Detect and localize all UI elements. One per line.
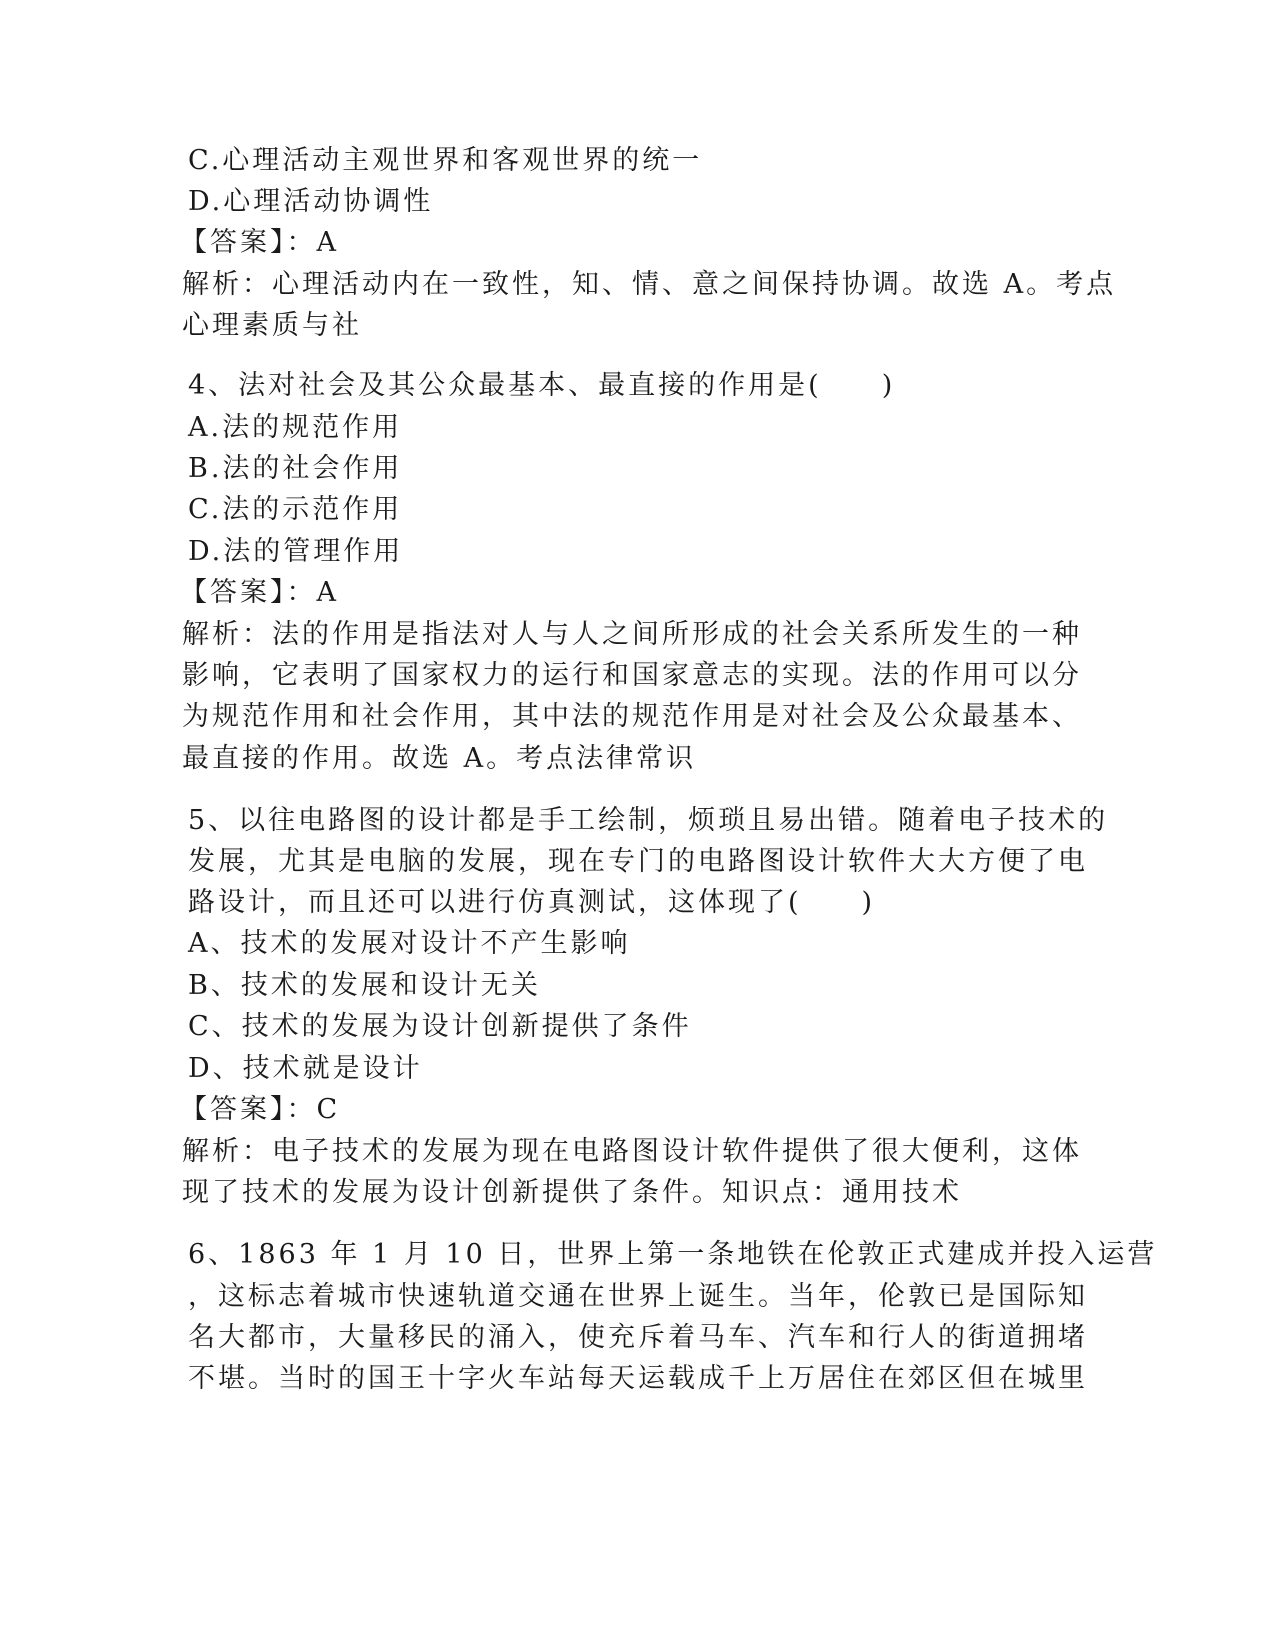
q4-option-a: A.法的规范作用 xyxy=(188,412,403,443)
q5-question-line: 5、以往电路图的设计都是手工绘制，烦琐且易出错。随着电子技术的 xyxy=(188,805,1109,836)
q3-analysis-line: 心理素质与社 xyxy=(182,310,362,341)
q3-option-d: D.心理活动协调性 xyxy=(188,186,434,217)
q4-analysis-line: 影响，它表明了国家权力的运行和国家意志的实现。法的作用可以分 xyxy=(182,660,1082,691)
q6-question-line: 名大都市，大量移民的涌入，使充斥着马车、汽车和行人的街道拥堵 xyxy=(188,1322,1088,1353)
q4-option-b: B.法的社会作用 xyxy=(188,453,403,484)
q5-answer: 【答案】：C xyxy=(180,1094,341,1125)
q5-option-c: C、技术的发展为设计创新提供了条件 xyxy=(188,1011,692,1042)
q6-question-line: 6、1863 年 1 月 10 日，世界上第一条地铁在伦敦正式建成并投入运营 xyxy=(188,1239,1158,1270)
q5-question-line: 发展，尤其是电脑的发展，现在专门的电路图设计软件大大方便了电 xyxy=(188,846,1088,877)
q4-analysis-line: 解析：法的作用是指法对人与人之间所形成的社会关系所发生的一种 xyxy=(182,619,1082,650)
q4-option-c: C.法的示范作用 xyxy=(188,494,403,525)
q5-option-a: A、技术的发展对设计不产生影响 xyxy=(188,928,631,959)
q3-option-c: C.心理活动主观世界和客观世界的统一 xyxy=(188,145,703,176)
q5-option-d: D、技术就是设计 xyxy=(188,1053,423,1084)
q5-analysis-line: 解析：电子技术的发展为现在电路图设计软件提供了很大便利，这体 xyxy=(182,1136,1082,1167)
q6-question-line: ，这标志着城市快速轨道交通在世界上诞生。当年，伦敦已是国际知 xyxy=(188,1281,1088,1312)
q4-question: 4、法对社会及其公众最基本、最直接的作用是( ) xyxy=(188,370,896,401)
q3-analysis-line: 解析：心理活动内在一致性，知、情、意之间保持协调。故选 A。考点 xyxy=(182,269,1117,300)
q5-question-line: 路设计，而且还可以进行仿真测试，这体现了( ) xyxy=(188,887,876,918)
q4-analysis-line: 最直接的作用。故选 A。考点法律常识 xyxy=(182,743,697,774)
q5-option-b: B、技术的发展和设计无关 xyxy=(188,970,541,1001)
q4-analysis-line: 为规范作用和社会作用，其中法的规范作用是对社会及公众最基本、 xyxy=(182,701,1082,732)
q3-answer: 【答案】：A xyxy=(180,227,339,258)
q6-question-line: 不堪。当时的国王十字火车站每天运载成千上万居住在郊区但在城里 xyxy=(188,1363,1088,1394)
q4-answer: 【答案】：A xyxy=(180,577,339,608)
q4-option-d: D.法的管理作用 xyxy=(188,536,404,567)
q5-analysis-line: 现了技术的发展为设计创新提供了条件。知识点：通用技术 xyxy=(182,1177,962,1208)
